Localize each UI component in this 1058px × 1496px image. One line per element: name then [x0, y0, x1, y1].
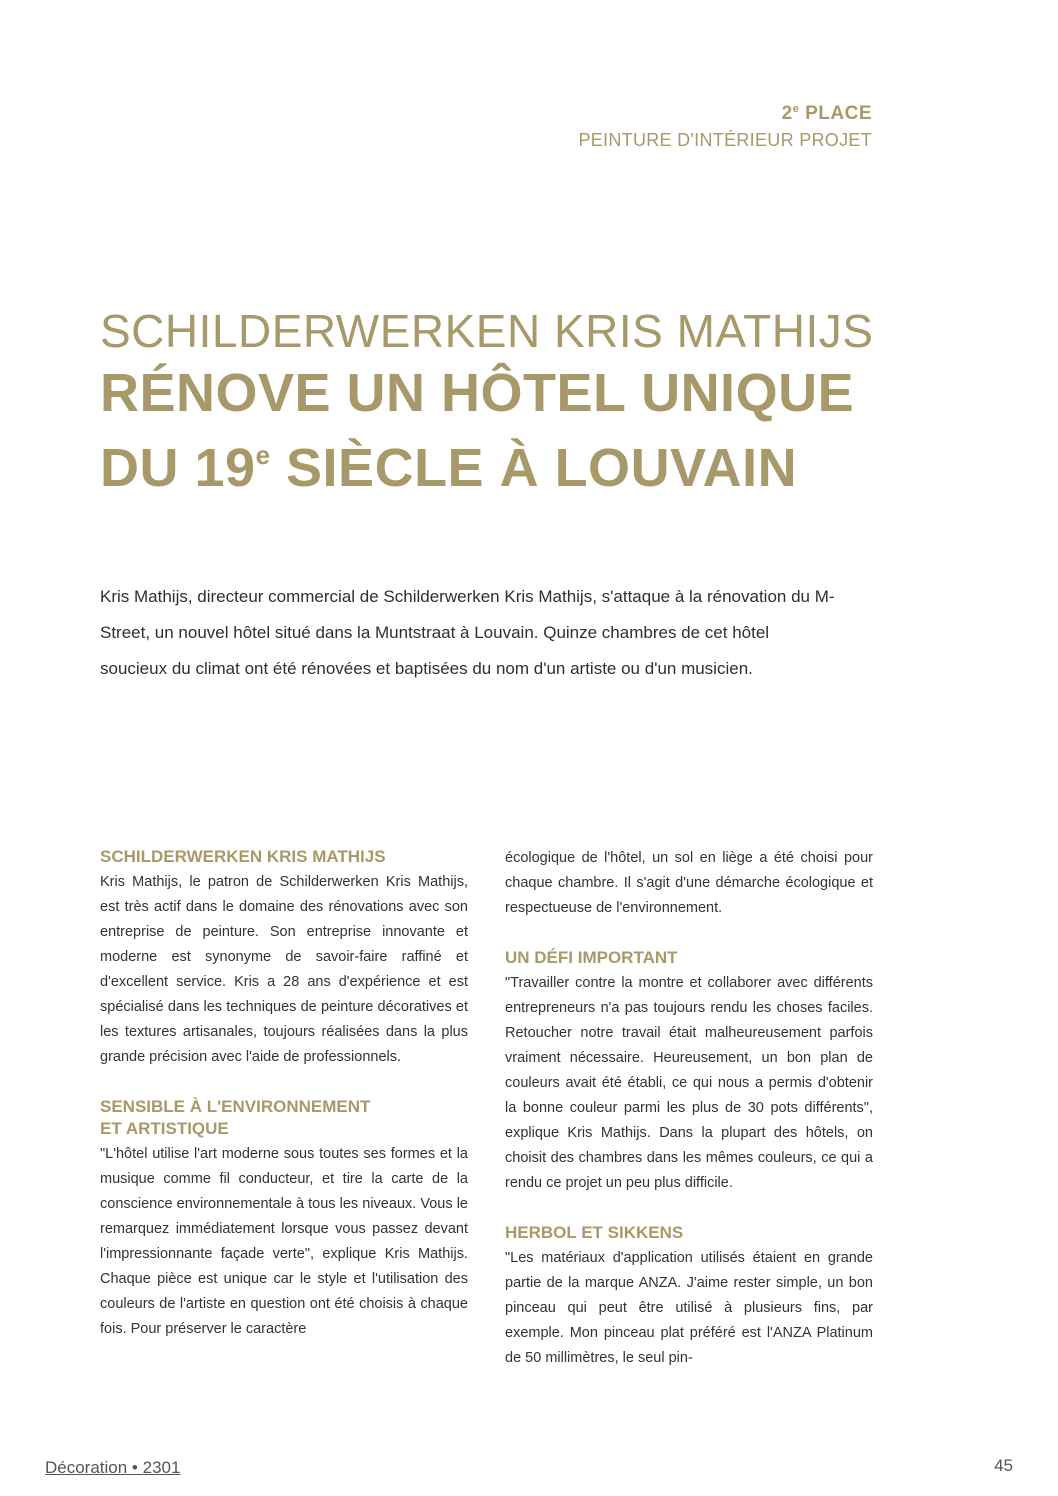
- headline-line-2: RÉNOVE UN HÔTEL UNIQUE: [100, 363, 855, 423]
- page-number: 45: [994, 1456, 1013, 1475]
- section-body-environment: "L'hôtel utilise l'art moderne sous toutes ses formes et la musique comme fil conducteur, et tire la carte de la conscience environnementale à tous les niveaux. Vous le remarquez immédiatement lorsque vous passez devant l'impressionnante façade verte", explique Kris Mathijs. Chaque pièce est unique car le style et l'utilisation des couleurs de l'artiste en question ont été choisis à chaque fois. Pour préserver le caractère: [100, 1146, 468, 1337]
- headline: [100, 300, 960, 499]
- place-word: PLACE: [799, 103, 872, 124]
- section-body-brands: "Les matériaux d'application utilisés étaient en grande partie de la marque ANZA. J'aime rester simple, un bon pinceau qui peut être utilisé à plusieurs fins, par exemple. Mon pinceau plat préféré est l'ANZA Platinum de 50 millimètres, le seul pin-: [505, 1250, 873, 1366]
- lead-paragraph: Kris Mathijs, directeur commercial de Schilderwerken Kris Mathijs, s'attaque à la rénovation du M-Street, un nouvel hôtel situé dans la Muntstraat à Louvain. Quinze chambres de cet hôtel soucieux du climat ont été rénovées et baptisées du nom d'un artiste ou d'un musicien.: [100, 587, 835, 678]
- headline-line-3: [100, 424, 960, 499]
- right-column: [505, 846, 873, 1371]
- section-body-company: Kris Mathijs, le patron de Schilderwerken Kris Mathijs, est très actif dans le domaine des rénovations avec son entreprise de peinture. Son entreprise innovante et moderne est synonyme de savoir-faire raffiné et d'excellent service. Kris a 28 ans d'expérience et est spécialisé dans les techniques de peinture décoratives et les textures artisanales, toujours réalisées dans la plus grande précision avec l'aide de professionnels.: [100, 874, 468, 1065]
- section-title-company: SCHILDERWERKEN KRIS MATHIJS: [100, 847, 386, 866]
- continued-paragraph: écologique de l'hôtel, un sol en liège a été choisi pour chaque chambre. Il s'agit d'une démarche écologique et respectueuse de l'environnement.: [505, 850, 873, 916]
- article-kicker: [578, 96, 872, 153]
- headline-line-3-start: DU 19: [100, 438, 256, 498]
- section-body-challenge: "Travailler contre la montre et collaborer avec différents entrepreneurs n'a pas toujours rendu les choses faciles. Retoucher notre travail était malheureusement parfois vraiment nécessaire. Heureusement, un bon plan de couleurs avait été établi, ce qui nous a permis d'obtenir la bonne couleur parmi les plus de 30 pots différents", explique Kris Mathijs. Dans la plupart des hôtels, on choisit des chambres dans les mêmes couleurs, ce qui a rendu ce projet un peu plus difficile.: [505, 975, 873, 1191]
- place-suffix: e: [792, 103, 800, 115]
- headline-line-3-end: SIÈCLE À LOUVAIN: [270, 438, 798, 498]
- headline-company: SCHILDERWERKEN KRIS MATHIJS: [100, 305, 874, 357]
- publication-link[interactable]: Décoration • 2301: [45, 1458, 181, 1477]
- left-column: [100, 846, 468, 1342]
- award-category: PEINTURE D'INTÉRIEUR PROJET: [578, 130, 872, 150]
- place-ranking: [578, 96, 872, 127]
- place-number: 2: [781, 103, 793, 124]
- section-title-environment-line-1: SENSIBLE À L'ENVIRONNEMENT: [100, 1097, 371, 1116]
- section-title-environment-line-2: ET ARTISTIQUE: [100, 1119, 229, 1138]
- section-title-brands: HERBOL ET SIKKENS: [505, 1223, 684, 1242]
- section-title-challenge: UN DÉFI IMPORTANT: [505, 948, 678, 967]
- section-title-environment: [100, 1096, 468, 1140]
- headline-superscript: e: [255, 440, 271, 470]
